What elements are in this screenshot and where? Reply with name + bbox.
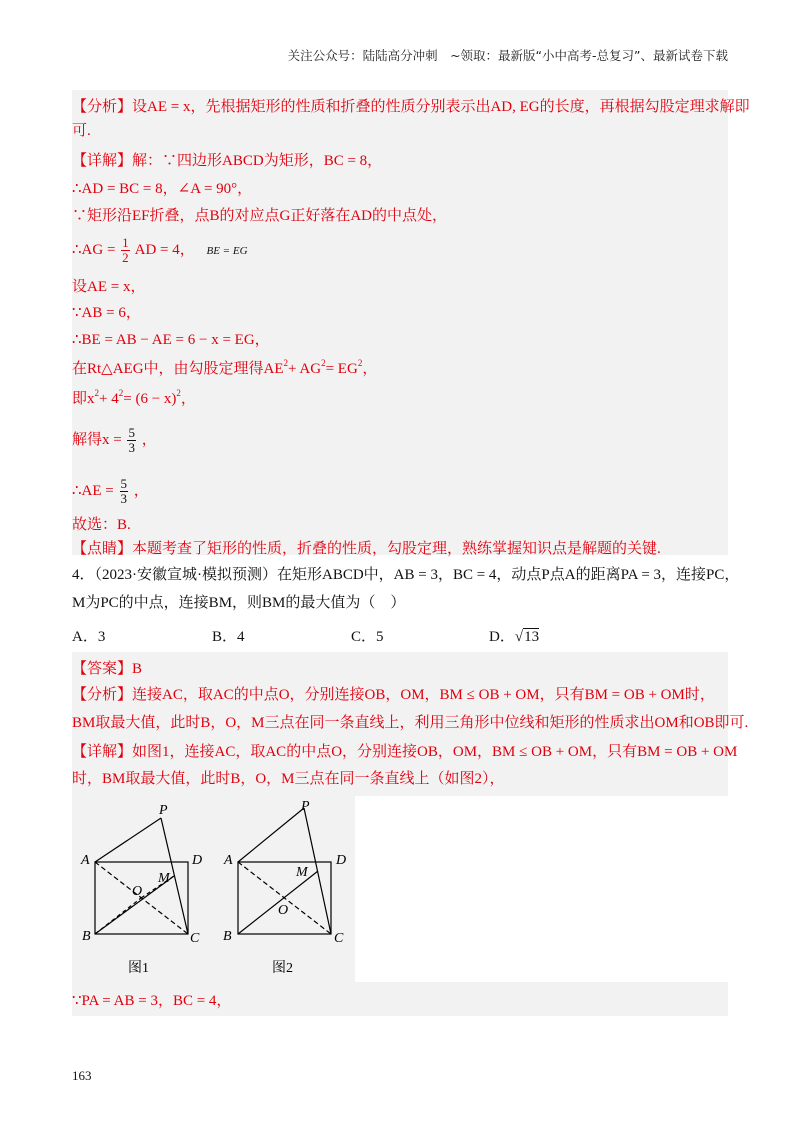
fig2-label-b: B bbox=[223, 929, 232, 944]
detail-line-7: ∴BE = AB − AE = 6 − x = EG， bbox=[72, 332, 270, 348]
geometry-figure bbox=[72, 796, 355, 982]
detail2-line-3: ∵PA = AB = 3，BC = 4， bbox=[72, 993, 232, 1009]
option-a: A．3 bbox=[72, 629, 106, 645]
fig2-label-o: O bbox=[278, 903, 289, 918]
figure-1 bbox=[95, 818, 188, 934]
caption-2: 图2 bbox=[272, 961, 293, 976]
fig2-label-d: D bbox=[336, 853, 347, 868]
detail-line-9: 即$x^2+ 4^2= (6 - x)^2$， bbox=[72, 388, 196, 407]
geometry-figure-svg bbox=[72, 796, 355, 982]
page-header: 关注公众号：陆陆高分冲刺 ~领取：最新版“小中高考-总复习”、最新试卷下载 bbox=[287, 48, 728, 63]
detail-line-3: ∵矩形沿EF折叠，点B的对应点G正好落在AD的中点处， bbox=[72, 208, 448, 224]
detail-line-11: ∴AE = $\frac{5}{3}$ ， bbox=[72, 476, 149, 506]
option-d: D．√13 bbox=[489, 629, 540, 645]
fig1-label-p: P bbox=[159, 803, 168, 818]
fig1-label-a: A bbox=[81, 853, 90, 868]
detail-line-1: 【详解】解：∵四边形ABCD为矩形，BC = 8， bbox=[72, 153, 383, 169]
fig2-label-p: P bbox=[301, 799, 310, 814]
fig2-label-m: M bbox=[296, 865, 308, 880]
detail-line-10: 解得x = $\frac{5}{3}$ ， bbox=[72, 425, 157, 455]
detail-line-5: 设AE = x， bbox=[72, 279, 146, 295]
detail-line-6: ∵AB = 6， bbox=[72, 305, 141, 321]
question-line-2: M为PC的中点，连接BM，则BM的最大值为（ ） bbox=[72, 595, 406, 611]
option-c: C．5 bbox=[351, 629, 384, 645]
detail-line-8: 在Rt△AEG中，由勾股定理得$AE^2+ AG^2= EG^2$， bbox=[72, 358, 378, 377]
analysis2-line-2: BM取最大值，此时B，O，M三点在同一条直线上，利用三角形中位线和矩形的性质求出OM和OB即可. bbox=[72, 715, 749, 731]
question-line-1: 4．（2023·安徽宣城·模拟预测）在矩形ABCD中，AB = 3，BC = 4，动点P点A的距离PA = 3，连接PC， bbox=[72, 567, 740, 583]
detail-line-2: ∴AD = BC = 8，∠A = 90°， bbox=[72, 181, 253, 197]
analysis2-line-1: 【分析】连接AC，取AC的中点O，分别连接OB，OM，BM ≤ OB + OM，只有BM = OB + OM时， bbox=[72, 687, 715, 703]
option-b: B．4 bbox=[212, 629, 245, 645]
fig2-label-c: C bbox=[334, 931, 344, 946]
analysis-line-2: 可. bbox=[72, 123, 91, 139]
comment-line: 【点睛】本题考查了矩形的性质，折叠的性质，勾股定理，熟练掌握知识点是解题的关键. bbox=[72, 541, 661, 557]
detail-line-12: 故选：B. bbox=[72, 517, 131, 533]
page-number: 163 bbox=[72, 1068, 92, 1083]
detail2-line-2: 时，BM取最大值，此时B，O，M三点在同一条直线上（如图2）， bbox=[72, 771, 505, 787]
detail-line-4: ∴AG = $\frac{1}{2}$ AD = 4， BE = EG bbox=[72, 235, 248, 265]
fig1-label-b: B bbox=[82, 929, 91, 944]
fig1-label-c: C bbox=[190, 931, 200, 946]
analysis-line-1: 【分析】设AE = x，先根据矩形的性质和折叠的性质分别表示出AD, EG的长度，再根据勾股定理求解即 bbox=[72, 99, 750, 115]
fig1-label-o: O bbox=[132, 884, 143, 899]
fig1-label-d: D bbox=[192, 853, 203, 868]
caption-1: 图1 bbox=[128, 961, 149, 976]
fig1-label-m: M bbox=[158, 871, 170, 886]
fig2-label-a: A bbox=[224, 853, 233, 868]
answer-line: 【答案】B bbox=[72, 661, 143, 677]
detail2-line-1: 【详解】如图1，连接AC，取AC的中点O，分别连接OB，OM，BM ≤ OB + OM，只有BM = OB + OM bbox=[72, 744, 738, 760]
